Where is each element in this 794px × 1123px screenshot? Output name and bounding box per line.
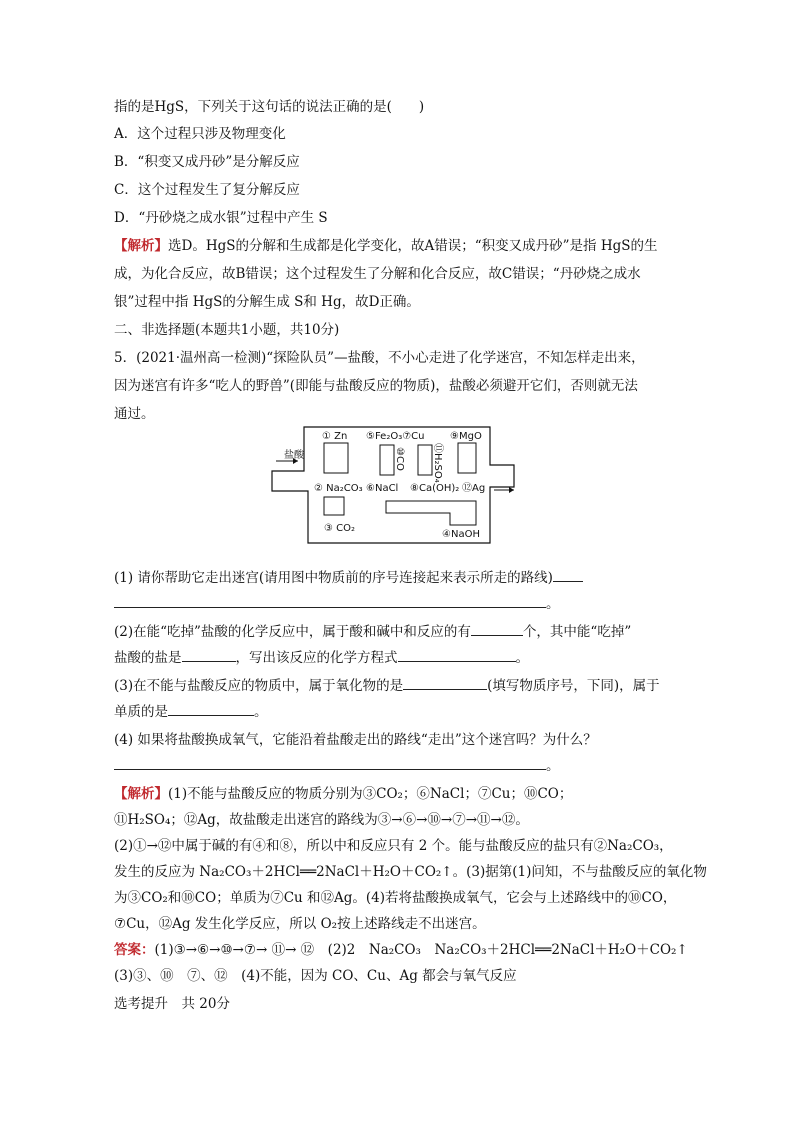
q4-analysis-line-1: [114, 234, 658, 254]
answer-label: 答案：: [114, 942, 155, 958]
label-mgo: ⑨MgO: [450, 431, 482, 442]
footer-section: 选考提升 共 20分: [114, 996, 230, 1012]
q5-stem-2: 因为迷宫有许多“吃人的野兽”(即能与盐酸反应的物质)，盐酸必须避开它们，否则就无法: [114, 378, 638, 394]
q4-option-a: A．这个过程只涉及物理变化: [114, 126, 286, 142]
label-caoh2: ⑧Ca(OH)₂: [410, 483, 460, 494]
answer-blank[interactable]: [182, 648, 236, 662]
q5-sub1: (1) 请你帮助它走出迷宫(请用图中物质前的序号连接起来表示所走的路线): [114, 566, 583, 586]
q5-answer-line-1: 答案：(1)③→⑥→⑩→⑦→ ⑪→ ⑫ (2)2 Na₂CO₃ Na₂CO₃＋2HCl══2NaCl＋H₂O＋CO₂↑: [114, 942, 688, 958]
q5-sub4: (4) 如果将盐酸换成氧气，它能沿着盐酸走出的路线“走出”这个迷宫吗？为什么？: [114, 732, 597, 748]
analysis-text: 选D。HgS的分解和生成都是化学变化，故A错误；“积变又成丹砂”是指 HgS的生: [168, 238, 658, 254]
section-heading: 二、非选择题(本题共1小题，共10分): [114, 322, 340, 338]
q4-analysis-line-3: 银”过程中指 HgS的分解生成 S和 Hg，故D正确。: [114, 294, 420, 310]
wall-zn: [324, 443, 348, 473]
answer-blank[interactable]: [168, 702, 254, 716]
q5-analysis-line-3: (2)①→⑫中属于碱的有④和⑧，所以中和反应只有 2 个。能与盐酸反应的盐只有②Na₂CO₃，: [114, 838, 673, 854]
q5-stem-1: 5．(2021·温州高一检测)“探险队员”—盐酸，不小心走进了化学迷宫，不知怎样走出来，: [114, 350, 645, 366]
analysis-label: 【解析】: [114, 786, 168, 802]
answer-blank[interactable]: [398, 648, 516, 662]
q5-analysis-line-2: ⑪H₂SO₄；⑫Ag，故盐酸走出迷宫的路线为③→⑥→⑩→⑦→⑪→⑫。: [114, 812, 529, 828]
label-fe2o3-cu: ⑤Fe₂O₃⑦Cu: [366, 431, 425, 442]
q5-analysis-line-4: 发生的反应为 Na₂CO₃＋2HCl══2NaCl＋H₂O＋CO₂↑。(3)据第(1)问知，不与盐酸反应的氧化物: [114, 864, 707, 880]
q5-analysis-line-5: 为③CO₂和⑩CO；单质为⑦Cu 和⑫Ag。(4)若将盐酸换成氧气，它会与上述路线中的⑩CO，: [114, 890, 677, 906]
q4-option-b: B．“积变又成丹砂”是分解反应: [114, 154, 300, 170]
answer-blank[interactable]: [403, 676, 487, 690]
q5-sub2: (2)在能“吃掉”盐酸的化学反应中，属于酸和碱中和反应的有 个，其中能“吃掉”: [114, 624, 632, 640]
q5-sub3: (3)在不能与盐酸反应的物质中，属于氧化物的是 (填写物质序号，下同)，属于: [114, 678, 660, 694]
label-entry: 盐酸: [284, 450, 304, 461]
q5-sub4-cont: 。: [114, 754, 560, 774]
wall-mgo: [458, 443, 476, 473]
q4-option-d: D．“丹砂烧之成水银”过程中产生 S: [114, 210, 328, 226]
q5-sub2-cont: 盐酸的盐是 ，写出该反应的化学方程式 。: [114, 650, 529, 666]
label-zn: ① Zn: [322, 431, 348, 442]
q4-option-c: C．这个过程发生了复分解反应: [114, 182, 300, 198]
maze-diagram: [268, 425, 528, 545]
label-co2: ③ CO₂: [324, 523, 356, 534]
q5-stem-3: 通过。: [114, 406, 155, 422]
label-ag: ⑫Ag: [462, 483, 486, 494]
answer-blank[interactable]: [471, 622, 523, 636]
analysis-label: 【解析】: [114, 238, 168, 254]
label-naoh: ④NaOH: [442, 529, 480, 540]
q4-stem-tail: 指的是HgS，下列关于这句话的说法正确的是( ): [114, 99, 425, 115]
q5-sub1-cont: 。: [114, 592, 560, 612]
q4-analysis-line-2: 成，为化合反应，故B错误；这个过程发生了分解和化合反应，故C错误；“丹砂烧之成水: [114, 266, 641, 282]
label-co: ⑩CO: [394, 447, 405, 471]
q5-sub3-cont: 单质的是 。: [114, 704, 268, 720]
wall-naoh: [386, 501, 476, 525]
q5-answer-line-2: (3)③、⑩ ⑦、⑫ (4)不能，因为 CO、Cu、Ag 都会与氧气反应: [114, 968, 517, 984]
answer-blank[interactable]: [114, 594, 546, 608]
label-na2co3: ② Na₂CO₃: [314, 483, 363, 494]
wall-co: [380, 445, 394, 475]
q5-analysis-line-6: ⑦Cu，⑫Ag 发生化学反应，所以 O₂按上述路线走不出迷宫。: [114, 916, 486, 932]
answer-blank[interactable]: [114, 756, 546, 770]
label-nacl: ⑥NaCl: [366, 483, 399, 494]
wall-h2so4: [418, 445, 432, 475]
q5-analysis-line-1: 【解析】(1)不能与盐酸反应的物质分别为③CO₂；⑥NaCl；⑦Cu；⑩CO；: [114, 786, 573, 802]
answer-blank[interactable]: [553, 568, 583, 582]
wall-co2: [324, 497, 344, 515]
label-h2so4: ⑪H₂SO₄: [432, 443, 443, 483]
